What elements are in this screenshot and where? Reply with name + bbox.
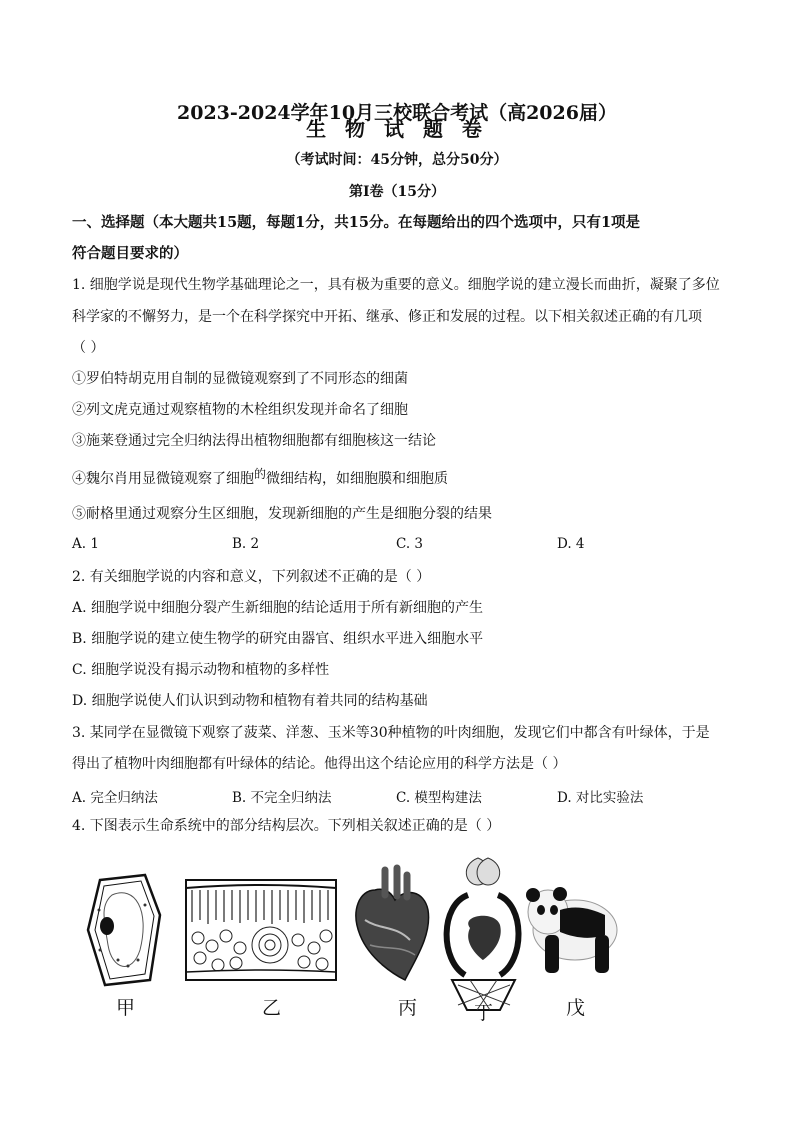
q1-option-a[interactable]: A. 1 [72,536,99,552]
section-heading-line2: 符合题目要求的） [72,245,188,262]
volume-title: 第Ⅰ卷（15分） [348,184,446,200]
q1-option-c[interactable]: C. 3 [396,536,424,552]
plant-cell-image [88,875,160,985]
q3-stem-line1: 3. 某同学在显微镜下观察了菠菜、洋葱、玉米等30种植物的叶肉细胞，发现它们中都含有叶绿体，于是 [72,725,710,741]
q3-option-b[interactable]: B. 不完全归纳法 [232,790,332,806]
q2-option-c[interactable]: C. 细胞学说没有揭示动物和植物的多样性 [72,662,330,678]
figure-label-ding: 丁 [474,1002,494,1024]
q1-statement-4 [72,467,449,488]
heart-image [356,868,429,980]
exam-title: 2023-2024学年10月三校联合考试（高2026届） [177,102,617,124]
q1-statement-4-part1: ④魏尔肖用显微镜观察了细胞 [72,471,254,487]
q2-option-b[interactable]: B. 细胞学说的建立使生物学的研究由器官、组织水平进入细胞水平 [72,631,484,647]
q1-stem-line1: 1. 细胞学说是现代生物学基础理论之一，具有极为重要的意义。细胞学说的建立漫长而曲折，凝聚了多位 [72,277,720,293]
q1-statement-5: ⑤耐格里通过观察分生区细胞，发现新细胞的产生是细胞分裂的结果 [72,506,492,522]
q1-statement-3: ③施莱登通过完全归纳法得出植物细胞都有细胞核这一结论 [72,433,436,449]
leaf-tissue-image [186,880,336,980]
panda-image [526,887,617,973]
figure-label-jia: 甲 [116,997,136,1019]
q1-statement-4-part3: 微细结构，如细胞膜和细胞质 [266,471,449,487]
q1-statement-1: ①罗伯特胡克用自制的显微镜观察到了不同形态的细菌 [72,371,408,387]
figure-label-bing: 丙 [398,997,418,1019]
q1-statement-4-part2: 的 [254,467,267,481]
circulatory-system-image [447,858,519,1010]
q1-stem-line3: （ ） [72,340,105,356]
q3-option-a[interactable]: A. 完全归纳法 [72,790,158,806]
figure-label-yi: 乙 [262,997,282,1019]
subject-title: 生 物 试 题 卷 [306,117,488,141]
q1-stem-line2: 科学家的不懈努力，是一个在科学探究中开拓、继承、修正和发展的过程。以下相关叙述正确的有几项 [72,309,702,325]
q2-option-a[interactable]: A. 细胞学说中细胞分裂产生新细胞的结论适用于所有新细胞的产生 [72,600,484,616]
q1-option-b[interactable]: B. 2 [232,536,260,552]
q4-stem: 4. 下图表示生命系统中的部分结构层次。下列相关叙述正确的是（ ） [72,818,501,834]
q3-option-c[interactable]: C. 模型构建法 [396,790,482,806]
q1-option-d[interactable]: D. 4 [557,536,585,552]
q2-option-d[interactable]: D. 细胞学说使人们认识到动物和植物有着共同的结构基础 [72,693,428,709]
exam-time-info: （考试时间：45分钟，总分50分） [286,152,508,168]
q2-stem: 2. 有关细胞学说的内容和意义，下列叙述不正确的是（ ） [72,569,431,585]
section-heading-line1: 一、选择题（本大题共15题，每题1分，共15分。在每题给出的四个选项中，只有1项是 [72,214,641,231]
q1-statement-2: ②列文虎克通过观察植物的木栓组织发现并命名了细胞 [72,402,408,418]
q3-option-d[interactable]: D. 对比实验法 [557,790,644,806]
q3-stem-line2: 得出了植物叶肉细胞都有叶绿体的结论。他得出这个结论应用的科学方法是（ ） [72,756,567,772]
figure-label-wu: 戊 [566,997,586,1019]
